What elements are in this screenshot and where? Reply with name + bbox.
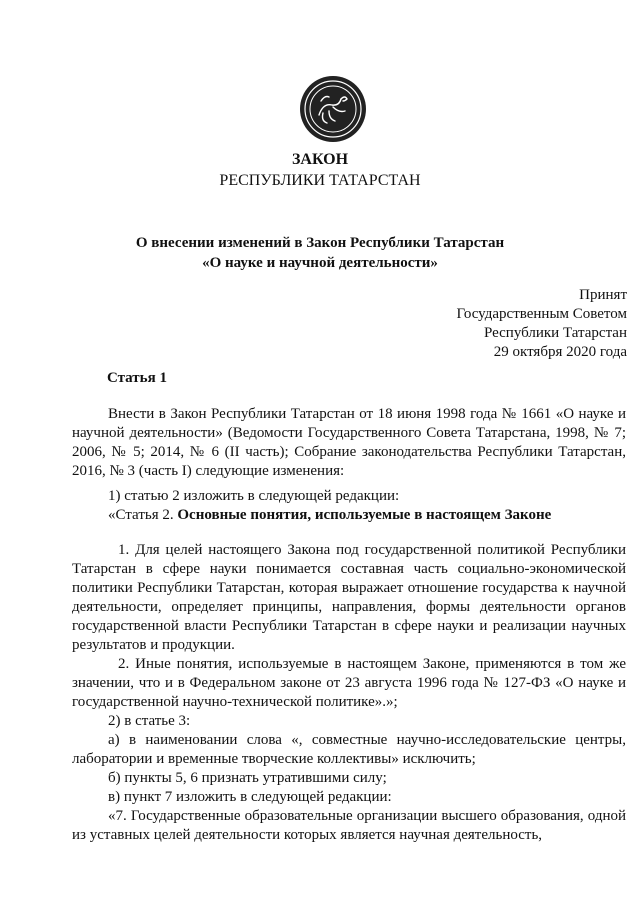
adoption-date: 29 октября 2020 года — [493, 344, 627, 360]
adoption-line3: Республики Татарстан — [483, 325, 627, 341]
article-2-prefix: «Статья 2. — [108, 507, 174, 523]
item-1 — [72, 487, 626, 525]
item-2-text: 2) в статье 3: — [108, 713, 191, 729]
adoption-block — [457, 286, 628, 362]
item-2 — [72, 712, 626, 845]
article-2-heading — [72, 506, 626, 525]
item-2a-text: а) в наименовании слова «, совместные научно-исследовательские центры, лаборатории и временные творческие коллективы» исключить; — [72, 732, 626, 767]
article-2-title: Основные понятия, используемые в настоящем Законе — [177, 507, 552, 523]
intro-paragraph — [72, 405, 626, 481]
law-subject-line2: «О науке и научной деятельности» — [202, 255, 438, 271]
article-heading: Статья 1 — [107, 370, 167, 386]
law-subject — [0, 233, 640, 273]
law-subject-line1: О внесении изменений в Закон Республики Татарстан — [135, 235, 505, 251]
article-2-body — [72, 541, 626, 712]
document-issuer: РЕСПУБЛИКИ ТАТАРСТАН — [219, 172, 421, 189]
coat-of-arms-emblem — [299, 75, 367, 143]
adoption-line1: Принят — [579, 287, 627, 303]
item-2b-text: б) пункты 5, 6 признать утратившими силу; — [108, 770, 387, 786]
intro-text: Внести в Закон Республики Татарстан от 18 июня 1998 года № 1661 «О науке и научной деятельности» (Ведомости Государственного Совета Татарстана, 1998, № 7; 2006, № 5; 2014, № 6 (II часть); Собрание законодательства Республики Татарстан, 2016, № 3 (часть I) следующие изменения: — [72, 406, 626, 479]
article-2-para-2: 2. Иные понятия, используемые в настоящем Законе, применяются в том же значении, что и в Федеральном законе от 23 августа 1996 года № 127-ФЗ «О науке и государственной научно-технической политике».»; — [72, 656, 626, 710]
document-title: ЗАКОН — [291, 151, 349, 168]
item-2c-quoted-text: «7. Государственные образовательные организации высшего образования, одной из уставных целей деятельности которых является научная деятельность, — [72, 808, 626, 843]
item-2c-text: в) пункт 7 изложить в следующей редакции: — [108, 789, 392, 805]
adoption-line2: Государственным Советом — [456, 306, 627, 322]
article-2-para-1: 1. Для целей настоящего Закона под государственной политикой Республики Татарстан в сфере науки понимается составная часть социально-экономической политики Республики Татарстан, которая выражает отношение государства к научной деятельности, определяет принципы, направления, формы деятельности органов государственной власти Республики Татарстан в сфере науки и реализации научных результатов и продукции. — [72, 542, 626, 653]
item-1-text: 1) статью 2 изложить в следующей редакции: — [108, 488, 400, 504]
